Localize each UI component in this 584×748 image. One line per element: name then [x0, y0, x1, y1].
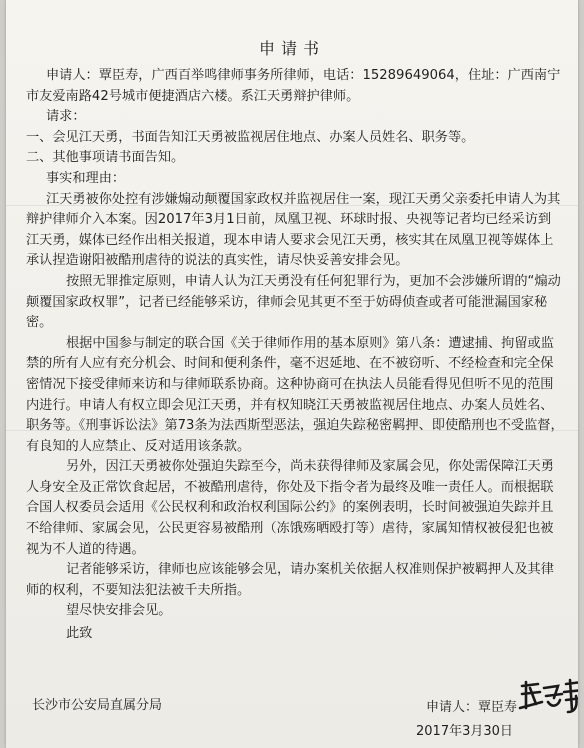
paragraph: 申请人：覃臣寿，广西百举鸣律师事务所律师，电话：15289649064，住址：广西南宁市友爱南路42号城市便捷酒店六楼。系江天勇辩护律师。	[26, 68, 561, 104]
document-title: 申请书	[258, 39, 325, 58]
paragraph: 记者能够采访，律师也应该能够会见，请办案机关依据人权准则保护被羁押人及其律师的权利，不要知法犯法被千夫所指。	[26, 562, 554, 598]
paragraph: 江天勇被你处控有涉嫌煽动颠覆国家政权并监视居住一案，现江天勇父亲委托申请人为其辩护律师介入本案。因2017年3月1日前，凤凰卫视、环球时报、央视等记者均已经采访到江天勇，媒体已经作出相关报道，现本申请人要求会见江天勇，核实其在凤凰卫视等媒体上承认捏造谢阳被酷刑虐待的说法的真实性，请尽快妥善安排会见。	[26, 191, 561, 269]
document-date: 2017年3月30日	[416, 724, 513, 739]
paragraph: 请求：	[46, 109, 86, 125]
applicant-label: 申请人：覃臣寿	[426, 700, 518, 715]
paragraph: 此致	[66, 626, 93, 642]
recipient: 长沙市公安局直属分局	[32, 698, 163, 713]
paragraph: 望尽快安排会见。	[66, 603, 172, 619]
document-body	[26, 66, 564, 645]
paragraph: 事实和理由：	[46, 170, 126, 186]
handwritten-signature	[518, 678, 578, 716]
paragraph: 按照无罪推定原则，申请人认为江天勇没有任何犯罪行为，更加不会涉嫌所谓的“煽动颠覆国家政权罪”，记者已经能够采访，律师会见其更不至于妨碍侦查或者可能泄漏国家秘密。	[26, 273, 561, 331]
paragraph: 根据中国参与制定的联合国《关于律师作用的基本原则》第八条：遭逮捕、拘留或监禁的所有人应有充分机会、时间和便利条件，毫不迟延地、在不被窃听、不经检查和完全保密情况下接受律师来访和与律师联系协商。这种协商可在执法人员能看得见但听不见的范围内进行。申请人有权立即会见江天勇，并有权知晓江天勇被监视居住地点、办案人员姓名、职务等。《刑事诉讼法》第73条为法西斯型恶法，强迫失踪秘密羁押、即使酷刑也不受监督，有良知的人应禁止、反对适用该条款。	[26, 335, 564, 454]
document-footer	[32, 694, 552, 739]
document-page	[6, 0, 578, 748]
paragraph: 另外，因江天勇被你处强迫失踪至今，尚未获得律师及家属会见，你处需保障江天勇人身安全及正常饮食起居，不被酷刑虐待，你处及下指令者为最终及唯一责任人。而根据联合国人权委员会适用《公民权利和政治权利国际公约》的案例表明，长时间被强迫失踪并且不给律师、家属会见，公民更容易被酷刑（冻饿殇晒殴打等）虐待，家属知情权被侵犯也被视为不人道的待遇。	[26, 459, 554, 557]
paragraph: 二、其他事项请书面告知。	[26, 150, 185, 166]
paragraph: 一、会见江天勇，书面告知江天勇被监视居住地点、办案人员姓名、职务等。	[26, 129, 475, 145]
